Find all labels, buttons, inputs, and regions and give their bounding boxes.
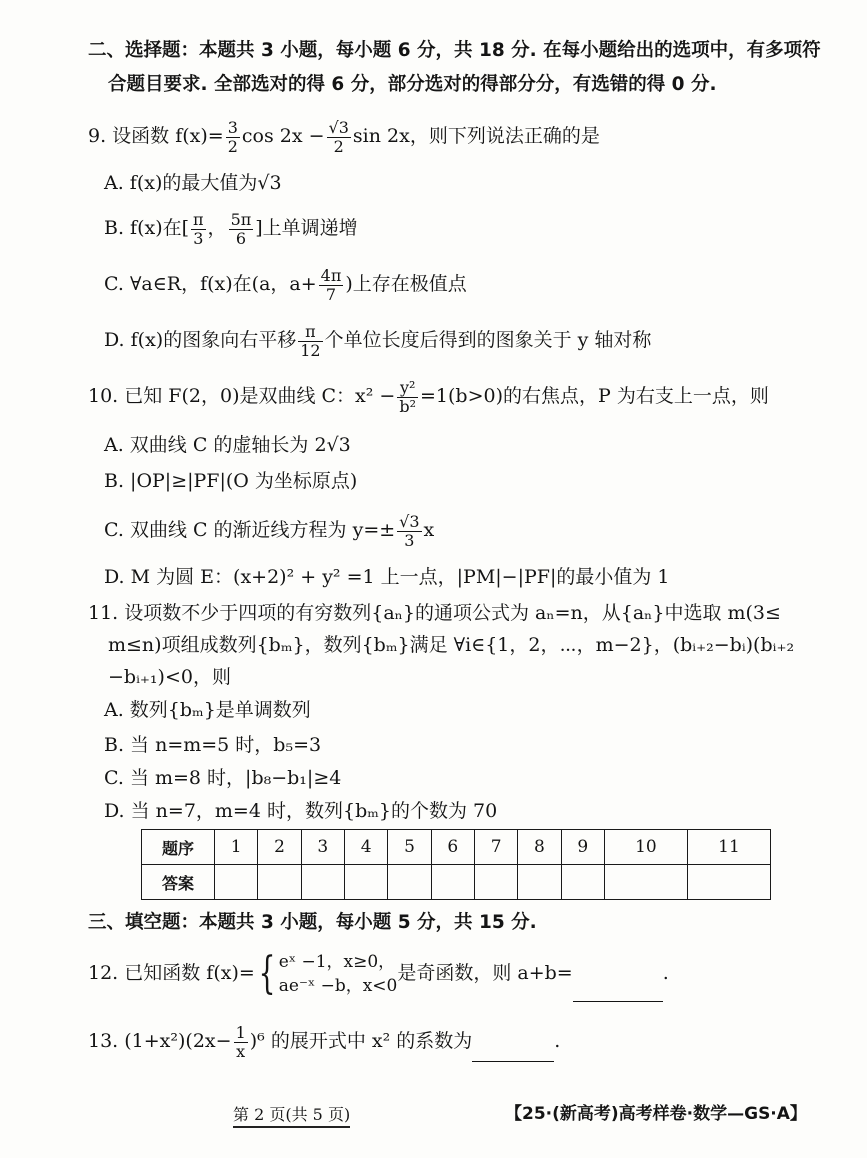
- q12-piecewise: [279, 950, 398, 998]
- answer-cell[interactable]: [258, 865, 301, 900]
- q9-c-part-b: )上存在极值点: [345, 273, 467, 295]
- q9-b-part-a: B. f(x)在[: [104, 217, 190, 239]
- answer-cell[interactable]: [687, 865, 770, 900]
- answer-number: 2: [258, 830, 301, 865]
- q11-option-c: C. 当 m=8 时，|b₈−b₁|≥4: [104, 767, 342, 789]
- q10-c-fraction: [397, 513, 421, 550]
- answer-table-answer-row: [142, 865, 771, 900]
- section3-title: 三、填空题：本题共 3 小题，每小题 5 分，共 15 分.: [88, 912, 537, 933]
- answer-table: [141, 829, 771, 900]
- q13-answer-blank[interactable]: [472, 1041, 554, 1062]
- answer-number: 4: [344, 830, 387, 865]
- q13-den: x: [236, 1041, 246, 1061]
- answer-number: 8: [518, 830, 561, 865]
- q10-c-den: 3: [404, 530, 415, 550]
- answer-cell[interactable]: [301, 865, 344, 900]
- q9-c-den: 7: [325, 284, 337, 304]
- q13-part-a: 13. (1+x²)(2x−: [88, 1030, 232, 1052]
- q9-c-fraction: [319, 267, 344, 304]
- q12-piece-2: ae⁻ˣ −b，x<0: [278, 976, 398, 996]
- q13-part-b: )⁶ 的展开式中 x² 的系数为: [249, 1030, 473, 1052]
- q9-b-f2-num: 5π: [230, 209, 252, 229]
- q10-option-d: D. M 为圆 E：(x+2)² + y² =1 上一点，|PM|−|PF|的最小值为 1: [104, 566, 670, 588]
- q13-stem: [88, 1020, 560, 1062]
- section2-title-line1: 二、选择题：本题共 3 小题，每小题 6 分，共 18 分. 在每小题给出的选项中，有多项符: [88, 40, 821, 61]
- q9-fraction-1: [226, 119, 240, 156]
- q12-part-b: 是奇函数，则 a+b=: [397, 962, 573, 984]
- q9-b-f1-den: 3: [193, 228, 204, 248]
- q9-c-num: 4π: [320, 265, 342, 285]
- q10-option-a: A. 双曲线 C 的虚轴长为 2√3: [104, 434, 351, 456]
- q10-option-c: [104, 510, 434, 550]
- q11-stem-line3: −bᵢ₊₁)<0，则: [108, 666, 231, 688]
- q9-option-c: [104, 264, 467, 304]
- answer-cell[interactable]: [388, 865, 431, 900]
- answer-cell[interactable]: [518, 865, 561, 900]
- q11-option-a: A. 数列{bₘ}是单调数列: [104, 699, 311, 721]
- q10-fraction: [397, 379, 418, 416]
- answer-number: 9: [561, 830, 604, 865]
- q9-f1-den: 2: [227, 136, 238, 156]
- page-number: 第 2 页(共 5 页): [233, 1102, 350, 1128]
- q9-b-fraction-2: [229, 211, 254, 248]
- q10-c-num: √3: [399, 511, 420, 531]
- q10-stem-part-b: =1(b>0)的右焦点，P 为右支上一点，则: [420, 385, 769, 407]
- q9-stem: [88, 116, 600, 156]
- q9-stem-part-c: sin 2x，则下列说法正确的是: [352, 125, 600, 147]
- q10-num: y²: [397, 379, 418, 398]
- paper-series-label: 【25·(新高考)高考样卷·数学—GS·A】: [505, 1104, 807, 1124]
- answer-number: 3: [301, 830, 344, 865]
- q9-d-num: π: [298, 323, 322, 342]
- q9-d-part-b: 个单位长度后得到的图象关于 y 轴对称: [324, 329, 652, 351]
- answer-table-row1-label: 题序: [142, 830, 215, 865]
- q10-stem-part-a: 10. 已知 F(2，0)是双曲线 C：x² −: [88, 385, 396, 407]
- q9-fraction-2: [327, 119, 351, 156]
- q9-f2-num: √3: [328, 117, 349, 137]
- answer-number: 1: [215, 830, 258, 865]
- piecewise-brace: {: [258, 948, 276, 999]
- q9-b-part-b: ]上单调递增: [255, 217, 358, 239]
- answer-cell[interactable]: [604, 865, 687, 900]
- q11-stem-line2: m≤n)项组成数列{bₘ}，数列{bₘ}满足 ∀i∈{1，2，⋯，m−2}，(bᵢ₊₂−bᵢ)(bᵢ₊₂: [108, 634, 795, 656]
- q12-piece-1: eˣ −1，x≥0，: [278, 952, 396, 972]
- q13-num: 1: [235, 1022, 246, 1042]
- answer-number: 5: [388, 830, 431, 865]
- q11-option-d: D. 当 n=7，m=4 时，数列{bₘ}的个数为 70: [104, 800, 498, 822]
- q10-option-b: B. |OP|≥|PF|(O 为坐标原点): [104, 470, 358, 492]
- answer-cell[interactable]: [344, 865, 387, 900]
- q9-f2-den: 2: [333, 136, 344, 156]
- answer-number: 6: [431, 830, 474, 865]
- q12-stem: [88, 944, 669, 1002]
- q13-end: .: [554, 1030, 561, 1052]
- q9-stem-part-a: 9. 设函数 f(x)=: [88, 125, 224, 147]
- answer-number: 10: [604, 830, 687, 865]
- q9-b-f2-den: 6: [235, 228, 246, 248]
- q9-stem-part-b: cos 2x −: [241, 125, 325, 147]
- answer-cell[interactable]: [474, 865, 517, 900]
- answer-table-header-row: [142, 830, 771, 865]
- q12-answer-blank[interactable]: [573, 981, 663, 1002]
- q10-c-part-a: C. 双曲线 C 的渐近线方程为 y=±: [104, 519, 396, 541]
- q11-option-b: B. 当 n=m=5 时，b₅=3: [104, 734, 322, 756]
- q9-c-part-a: C. ∀a∈R，f(x)在(a，a+: [104, 273, 317, 295]
- q10-den: b²: [399, 396, 417, 416]
- answer-cell[interactable]: [561, 865, 604, 900]
- q11-stem-line1: 11. 设项数不少于四项的有穷数列{aₙ}的通项公式为 aₙ=n，从{aₙ}中选取 m(3≤: [88, 602, 781, 624]
- q9-option-d: [104, 320, 651, 360]
- q13-fraction: [234, 1024, 248, 1061]
- q9-d-part-a: D. f(x)的图象向右平移: [104, 329, 297, 351]
- q9-option-b: B. f(x)在[ $\frac{\pi}{3}$ ， $\frac{5\pi}{6}$ ]上单调递增: [104, 209, 358, 248]
- answer-number: 7: [474, 830, 517, 865]
- q9-option-a: A. f(x)的最大值为√3: [104, 172, 282, 194]
- q9-d-fraction: [298, 323, 322, 360]
- q9-b-f1-num: π: [193, 209, 204, 229]
- q10-c-part-b: x: [423, 519, 435, 541]
- q9-b-fraction-1: [191, 211, 206, 248]
- section2-title-line2: 合题目要求. 全部选对的得 6 分，部分选对的得部分分，有选错的得 0 分.: [108, 74, 717, 95]
- q12-end: .: [662, 962, 669, 984]
- q12-part-a: 12. 已知函数 f(x)=: [88, 962, 255, 984]
- answer-cell[interactable]: [431, 865, 474, 900]
- answer-number: 11: [687, 830, 770, 865]
- q9-f1-num: 3: [227, 117, 238, 137]
- q10-stem: [88, 376, 769, 416]
- answer-cell[interactable]: [215, 865, 258, 900]
- answer-table-row2-label: 答案: [142, 865, 215, 900]
- q9-d-den: 12: [300, 340, 321, 360]
